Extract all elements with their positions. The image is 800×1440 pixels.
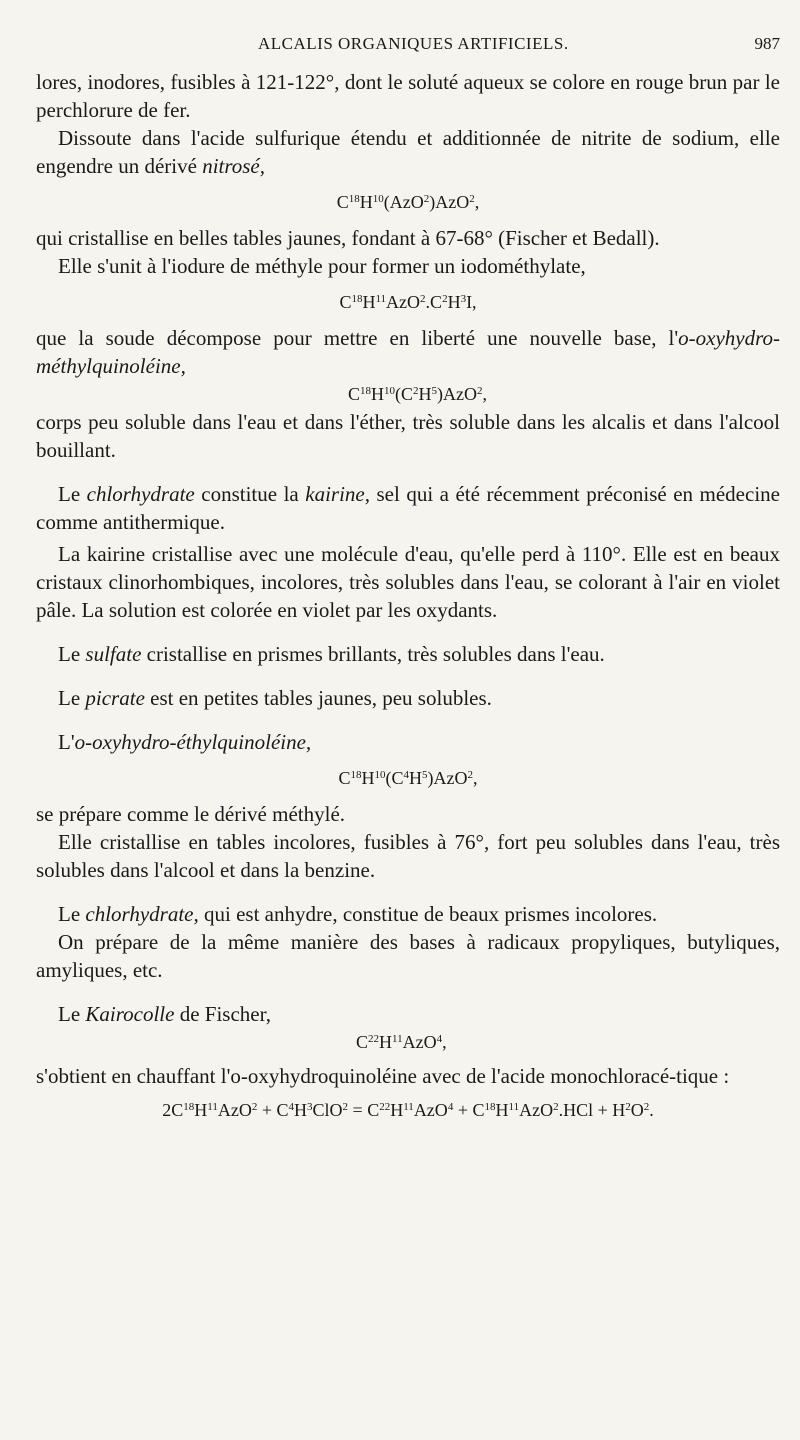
text-span: de Fischer,	[174, 1002, 272, 1026]
paragraph-gap	[36, 624, 780, 640]
paragraph-gap	[36, 984, 780, 1000]
paragraph: Elle cristallise en tables incolores, fusibles à 76°, fort peu solubles dans l'eau, très solubles dans l'alcool et dans la benzine.	[36, 830, 780, 882]
paragraph: Elle s'unit à l'iodure de méthyle pour former un iodométhylate,	[58, 254, 586, 278]
italic-term: Kairocolle	[85, 1002, 175, 1026]
chemical-formula: $C^{18}H^{10}(AzO^2)AzO^2$,	[336, 192, 480, 212]
chemical-equation: $2C^{18}H^{11}AzO^2 + C^4H^3ClO^2 = C^{22}H^{11}AzO^4 + C^{18}H^{11}AzO^2.HCl + H^2O^2$.	[162, 1100, 654, 1120]
paragraph	[36, 728, 780, 756]
chemical-formula: $C^{22}H^{11}AzO^4$,	[356, 1032, 447, 1052]
paragraph	[36, 480, 780, 536]
italic-term: chlorhydrate,	[85, 902, 199, 926]
body-text	[36, 68, 780, 1132]
paragraph: La kairine cristallise avec une molécule d'eau, qu'elle perd à 110°. Elle est en beaux cristaux clinorhombiques, incolores, très solubles dans l'eau, se colorant à l'air en violet pâle. La solution est colorée en violet par les oxydants.	[36, 542, 780, 622]
text-span: constitue la	[194, 482, 306, 506]
page-number: 987	[754, 34, 780, 53]
paragraph	[36, 1000, 780, 1028]
chemical-formula: $C^{18}H^{11}AzO^2.C^2H^3I$,	[339, 292, 477, 312]
paragraph: qui cristallise en belles tables jaunes, fondant à 67-68° (Fischer et Bedall).	[36, 226, 660, 250]
paragraph	[36, 324, 780, 380]
italic-term: kairine,	[305, 482, 370, 506]
paragraph: se prépare comme le dérivé méthylé.	[36, 802, 346, 826]
text-span: Le	[58, 1002, 86, 1026]
italic-term: nitrosé,	[202, 154, 265, 178]
text-span: Le	[58, 642, 86, 666]
text-span: sel qui a été récemment préconisé en médecine comme antithermique.	[36, 482, 780, 534]
italic-term: picrate	[85, 686, 145, 710]
paragraph-gap	[36, 884, 780, 900]
paragraph-gap	[36, 668, 780, 684]
paragraph: On prépare de la même manière des bases à radicaux propyliques, butyliques, amyliques, etc.	[36, 930, 780, 982]
paragraph: corps peu soluble dans l'eau et dans l'éther, très soluble dans les alcalis et dans l'alcool bouillant.	[36, 410, 780, 462]
italic-term: o-oxyhydro-éthylquinoléine,	[74, 730, 312, 754]
text-span: Dissoute dans l'acide sulfurique étendu et additionnée de nitrite de sodium, elle engendre un dérivé	[36, 126, 780, 178]
text-span: est en petites tables jaunes, peu solubles.	[144, 686, 492, 710]
document-page	[36, 0, 780, 1440]
page-header	[36, 34, 780, 60]
paragraph: s'obtient en chauffant l'o-oxyhydroquinoléine avec de l'acide monochloracé-tique :	[36, 1064, 730, 1088]
paragraph-gap	[36, 712, 780, 728]
chemical-formula: $C^{18}H^{10}(C^2H^5)AzO^2$,	[348, 384, 487, 404]
text-span: Le	[58, 686, 86, 710]
italic-term: chlorhydrate	[86, 482, 195, 506]
paragraph	[36, 900, 780, 928]
paragraph	[36, 684, 780, 712]
chemical-formula: $C^{18}H^{10}(C^4H^5)AzO^2$,	[338, 768, 478, 788]
italic-term: sulfate	[85, 642, 142, 666]
paragraph	[36, 124, 780, 180]
paragraph: lores, inodores, fusibles à 121-122°, dont le soluté aqueux se colore en rouge brun par le perchlorure de fer.	[36, 70, 780, 122]
text-span: L'	[58, 730, 75, 754]
running-title: ALCALIS ORGANIQUES ARTIFICIELS.	[258, 34, 569, 53]
text-span: qui est anhydre, constitue de beaux prismes incolores.	[198, 902, 658, 926]
text-span: que la soude décompose pour mettre en liberté une nouvelle base, l'	[36, 326, 679, 350]
text-span: Le	[58, 482, 87, 506]
paragraph	[36, 640, 780, 668]
text-span: Le	[58, 902, 86, 926]
paragraph-gap	[36, 464, 780, 480]
italic-term: o-oxyhydro-méthylquinoléine,	[36, 326, 780, 378]
text-span: cristallise en prismes brillants, très solubles dans l'eau.	[141, 642, 605, 666]
